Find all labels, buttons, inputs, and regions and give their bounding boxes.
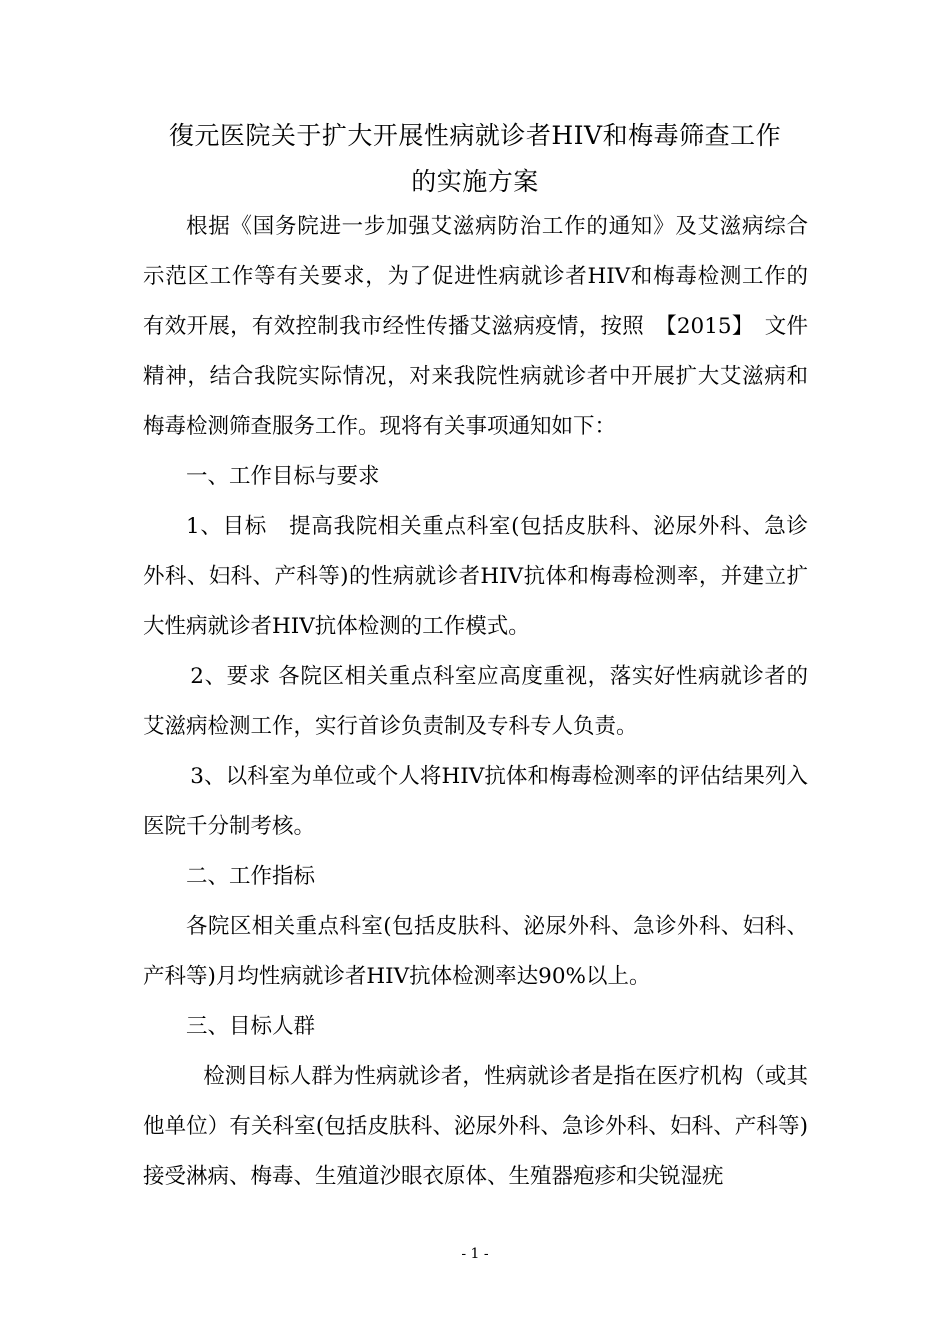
assessment-paragraph: 3、以科室为单位或个人将HIV抗体和梅毒检测率的评估结果列入医院千分制考核。 — [143, 764, 808, 839]
section-heading-target-population: 三、目标人群 — [186, 1014, 316, 1039]
document-title-line-2: 的实施方案 — [411, 167, 539, 196]
section-heading-goals: 一、工作目标与要求 — [186, 464, 380, 489]
document-body — [143, 202, 808, 1202]
document-title-line-1: 復元医院关于扩大开展性病就诊者HIV和梅毒筛查工作 — [168, 121, 782, 150]
goal-paragraph: 1、目标 提高我院相关重点科室(包括皮肤科、泌尿外科、急诊外科、妇科、产科等)的性病就诊者HIV抗体和梅毒检测率，并建立扩大性病就诊者HIV抗体检测的工作模式。 — [143, 514, 808, 639]
target-population-paragraph: 检测目标人群为性病就诊者，性病就诊者是指在医疗机构（或其他单位）有关科室(包括皮肤科、泌尿外科、急诊外科、妇科、产科等)接受淋病、梅毒、生殖道沙眼衣原体、生殖器疱疹和尖锐湿疣 — [143, 1064, 808, 1189]
page-number: - 1 - — [461, 1246, 489, 1262]
section-heading-indicators: 二、工作指标 — [186, 864, 316, 889]
indicator-paragraph: 各院区相关重点科室(包括皮肤科、泌尿外科、急诊外科、妇科、产科等)月均性病就诊者HIV抗体检测率达90%以上。 — [143, 914, 808, 989]
intro-paragraph: 根据《国务院进一步加强艾滋病防治工作的通知》及艾滋病综合示范区工作等有关要求，为了促进性病就诊者HIV和梅毒检测工作的有效开展，有效控制我市经性传播艾滋病疫情，按照 【2015】 文件精神，结合我院实际情况，对来我院性病就诊者中开展扩大艾滋病和梅毒检测筛查服务工作。现将有关事项通知如下： — [143, 214, 808, 439]
requirement-paragraph: 2、要求 各院区相关重点科室应高度重视，落实好性病就诊者的艾滋病检测工作，实行首诊负责制及专科专人负责。 — [143, 664, 808, 739]
